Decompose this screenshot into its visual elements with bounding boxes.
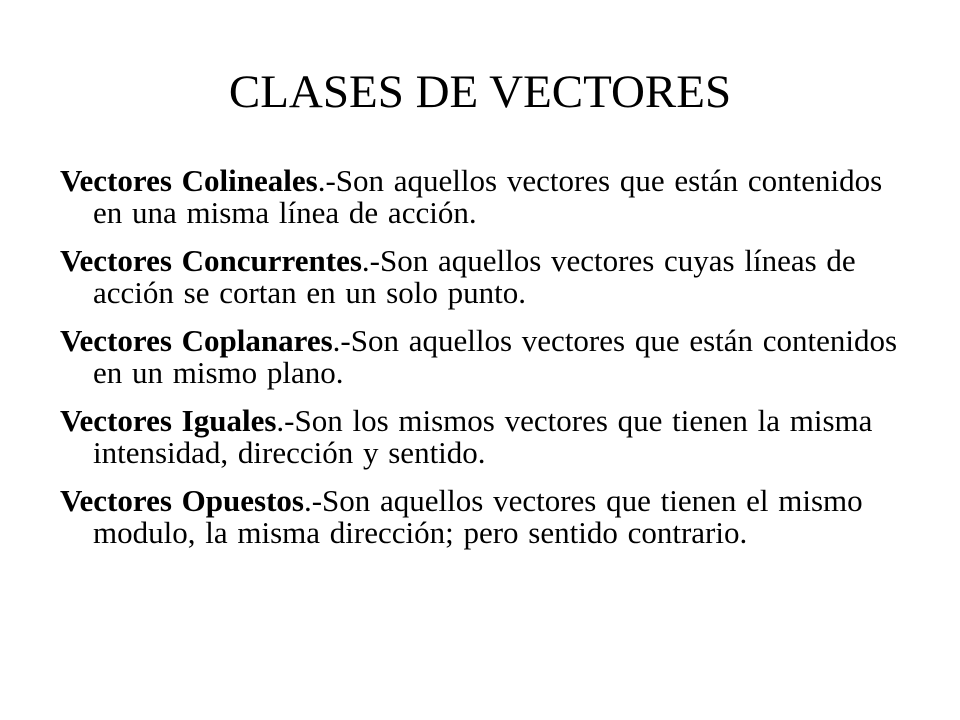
item-term: Vectores Colineales <box>60 163 318 198</box>
list-item-opuestos <box>60 485 910 549</box>
item-definition: .-Son aquellos vectores que tienen el mismo modulo, la misma dirección; pero sentido contrario. <box>93 483 863 550</box>
item-definition: .-Son aquellos vectores cuyas líneas de acción se cortan en un solo punto. <box>93 243 856 310</box>
item-term: Vectores Opuestos <box>60 483 304 518</box>
list-item-iguales <box>60 405 910 469</box>
item-definition: .-Son aquellos vectores que están contenidos en un mismo plano. <box>93 323 898 390</box>
list-item-coplanares <box>60 325 910 389</box>
item-definition: .-Son los mismos vectores que tienen la misma intensidad, dirección y sentido. <box>93 403 873 470</box>
item-term: Vectores Iguales <box>60 403 277 438</box>
slide-title: CLASES DE VECTORES <box>228 66 732 118</box>
list-item-colineales <box>60 165 910 229</box>
item-term: Vectores Concurrentes <box>60 243 362 278</box>
item-definition: .-Son aquellos vectores que están contenidos en una misma línea de acción. <box>93 163 883 230</box>
item-term: Vectores Coplanares <box>60 323 333 358</box>
list-item-concurrentes <box>60 245 910 309</box>
vector-types-list <box>60 165 910 565</box>
